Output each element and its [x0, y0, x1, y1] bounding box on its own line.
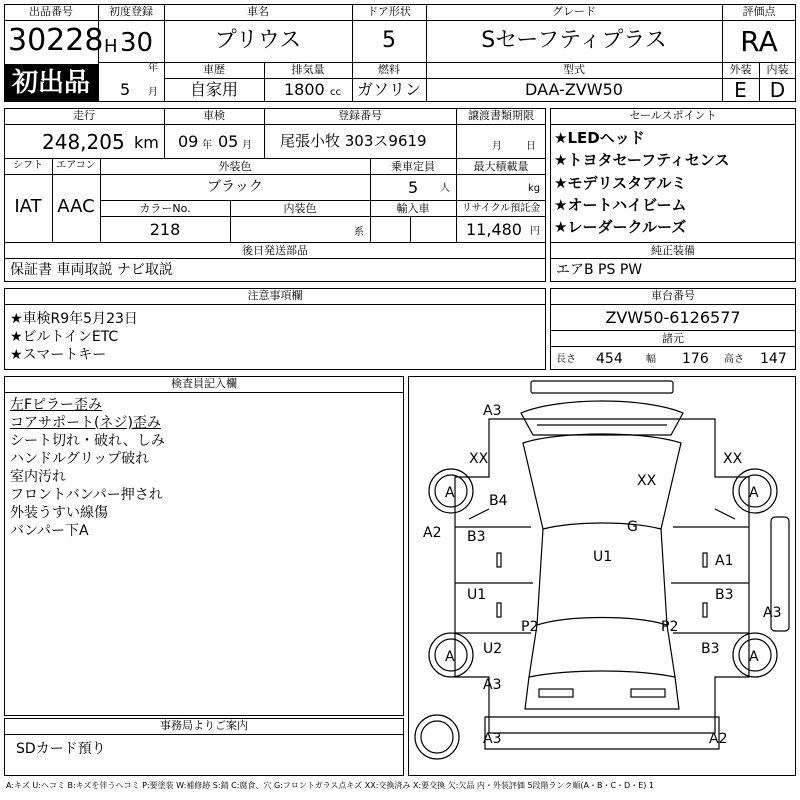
- sales-item: ★トヨタセーフティセンス: [554, 151, 730, 169]
- damage-mark: A: [445, 649, 455, 665]
- load-unit: kg: [528, 183, 541, 194]
- length: 454: [596, 351, 623, 367]
- width: 176: [682, 351, 709, 367]
- damage-mark: XX: [637, 473, 657, 489]
- reg-year-unit: 年: [148, 63, 158, 74]
- colorno: 218: [149, 220, 181, 239]
- office-note: SDカード預り: [16, 741, 106, 757]
- damage-mark: G: [627, 519, 638, 535]
- reg-month: 5: [120, 80, 131, 99]
- damage-mark: A3: [763, 605, 782, 621]
- equipment: エアB PS PW: [556, 262, 643, 278]
- recycle: 11,480: [466, 220, 522, 239]
- doors: 5: [382, 28, 396, 53]
- damage-mark: B3: [701, 641, 720, 657]
- chassis-number: ZVW50-6126577: [605, 308, 741, 327]
- history: 自家用: [189, 80, 238, 99]
- displacement: 1800: [284, 80, 325, 99]
- plate: 尾張小牧 303ス9619: [280, 132, 427, 150]
- recycle-label: リサイクル預託金: [461, 203, 541, 214]
- reg-month-unit: 月: [148, 87, 158, 98]
- insp-month: 05: [218, 132, 239, 151]
- height-label: 高さ: [724, 354, 744, 365]
- later-parts: 保証書 車両取説 ナビ取説: [10, 262, 173, 278]
- displacement-unit: cc: [330, 87, 341, 98]
- capacity-unit: 人: [440, 183, 450, 194]
- damage-mark: XX: [469, 451, 489, 467]
- insp-year-unit: 年: [202, 140, 212, 151]
- mileage: 248,205: [42, 130, 125, 154]
- score-label: 評価点: [742, 5, 776, 18]
- transfer-label: 譲渡書類期限: [468, 109, 534, 122]
- intcolor-label: 内装色: [283, 202, 317, 215]
- height: 147: [760, 351, 787, 367]
- lot-number: 30228: [8, 23, 104, 58]
- fuel: ガソリン: [356, 80, 421, 99]
- damage-mark: A: [445, 485, 455, 501]
- int-score: D: [769, 78, 786, 102]
- damage-mark: U1: [467, 587, 487, 603]
- ext-label: 外装: [729, 63, 752, 76]
- inspector-item: ハンドルグリップ破れ: [10, 451, 150, 467]
- load-label: 最大積載量: [473, 160, 529, 173]
- damage-mark: A3: [483, 677, 502, 693]
- legend: A:キズ U:ヘコミ B:キズを伴うヘコミ P:要塗装 W:補修跡 S:錆 C:腐食、穴 G:フロントガラス点キズ XX:交換済み X:要交換 欠:欠品 内・外装評価 5段階ランク順(A・B・C・D・E) 1: [6, 781, 655, 790]
- dims-label: 諸元: [662, 332, 684, 345]
- model: DAA-ZVW50: [525, 80, 623, 99]
- fuel-label: 燃料: [378, 63, 400, 76]
- import-label: 輸入車: [396, 202, 430, 215]
- int-label: 内装: [766, 63, 789, 76]
- sales-item: ★レーダークルーズ: [554, 218, 687, 236]
- damage-mark: XX: [723, 451, 743, 467]
- first-listing-badge: 初出品: [4, 64, 98, 102]
- equipment-label: 純正装備: [651, 244, 695, 257]
- inspector-item: コアサポート(ネジ)歪み: [10, 415, 161, 431]
- caution-item: ★スマートキー: [10, 347, 107, 363]
- damage-mark: P2: [661, 619, 679, 635]
- car-name: プリウス: [214, 28, 302, 53]
- caution-label: 注意事項欄: [247, 289, 303, 302]
- displacement-label: 排気量: [291, 63, 325, 76]
- chassis-label: 車台番号: [651, 289, 695, 302]
- damage-mark: A: [749, 649, 759, 665]
- damage-mark: U2: [483, 641, 503, 657]
- width-label: 幅: [646, 354, 656, 365]
- damage-mark: P2: [521, 619, 539, 635]
- lot-label: 出品番号: [29, 5, 73, 18]
- inspector-item: バンパー下A: [10, 523, 89, 539]
- colorno-label: カラーNo.: [139, 202, 191, 215]
- insp-year: 09: [178, 132, 199, 151]
- inspector-label: 検査員記入欄: [171, 377, 237, 390]
- history-label: 車歴: [203, 63, 225, 76]
- capacity: 5: [408, 178, 419, 197]
- car-diagram-svg: [409, 377, 795, 775]
- sales-label: セールスポイント: [629, 109, 717, 122]
- caution-item: ★ビルトインETC: [10, 329, 119, 345]
- doors-label: ドア形状: [367, 5, 411, 18]
- reg-label: 初度登録: [109, 5, 153, 18]
- recycle-unit: 円: [530, 226, 540, 237]
- damage-mark: A2: [709, 731, 728, 747]
- later-label: 後日発送部品: [242, 244, 308, 257]
- damage-mark: B3: [715, 587, 734, 603]
- mileage-label: 走行: [73, 109, 95, 122]
- mileage-unit: km: [134, 133, 159, 152]
- color-label: 外装色: [218, 160, 252, 173]
- model-label: 型式: [563, 63, 585, 76]
- office-label: 事務局よりご案内: [160, 719, 248, 732]
- capacity-label: 乗車定員: [391, 160, 435, 173]
- inspector-item: 外装うすい線傷: [10, 505, 108, 521]
- grade-label: グレード: [552, 5, 596, 18]
- damage-mark: A: [749, 485, 759, 501]
- inspector-item: シート切れ・破れ、しみ: [10, 433, 165, 449]
- damage-mark: A3: [483, 731, 502, 747]
- caution-item: ★車検R9年5月23日: [10, 311, 138, 327]
- car-diagram: [408, 376, 796, 776]
- shift-label: シフト: [13, 160, 43, 171]
- damage-mark: A2: [423, 525, 442, 541]
- intcolor-unit: 系: [354, 227, 364, 238]
- sales-item: ★オートハイビーム: [554, 196, 687, 214]
- reg-year: 30: [120, 28, 154, 58]
- transfer-day-unit: 日: [526, 141, 536, 152]
- reg-era: H: [104, 36, 118, 57]
- inspection-label: 車検: [203, 109, 225, 122]
- inspector-item: 左Fピラー歪み: [10, 397, 103, 413]
- ext-score: E: [734, 78, 747, 102]
- damage-mark: A3: [483, 403, 502, 419]
- ext-color: ブラック: [207, 179, 263, 195]
- score: RA: [740, 25, 778, 58]
- transfer-month-unit: 月: [492, 141, 502, 152]
- ac: AAC: [57, 196, 95, 217]
- ac-label: エアコン: [56, 160, 96, 171]
- sales-item: ★モデリスタアルミ: [554, 174, 687, 192]
- damage-mark: B3: [467, 529, 486, 545]
- damage-mark: A1: [715, 553, 734, 569]
- grade: Sセーフティプラス: [481, 28, 667, 53]
- damage-mark: B4: [489, 493, 508, 509]
- sales-item: ★LEDヘッド: [554, 129, 645, 147]
- insp-month-unit: 月: [242, 140, 252, 151]
- name-label: 車名: [247, 5, 269, 18]
- shift: IAT: [14, 196, 42, 217]
- plate-label: 登録番号: [338, 109, 382, 122]
- damage-mark: U1: [593, 549, 613, 565]
- inspector-item: 室内汚れ: [10, 469, 66, 485]
- length-label: 長さ: [556, 354, 576, 365]
- inspector-item: フロントバンパー押され: [10, 487, 163, 503]
